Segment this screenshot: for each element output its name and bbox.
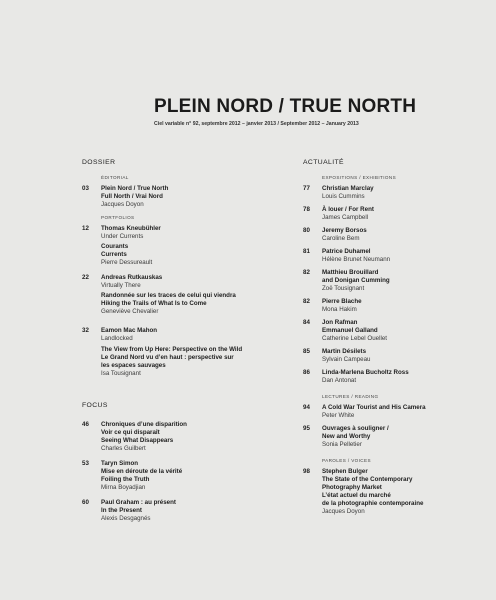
page-number: 85 [303,348,310,355]
entry-title: Chroniques d’une disparition [101,421,187,428]
entry-author: Charles Guilbert [101,445,146,452]
page-number: 81 [303,248,310,255]
entry-title: À louer / For Rent [322,206,374,213]
entry-author: Zoë Tousignant [322,285,365,292]
toc-entry[interactable] [303,269,488,293]
entry-title: Paul Graham : au présent [101,499,176,506]
entry-title: Le Grand Nord vu d’en haut : perspective sur [101,354,234,361]
entry-author: Louis Cummins [322,193,365,200]
entry-title: Taryn Simon [101,460,139,467]
entry-author: James Campbell [322,214,369,221]
toc-entry[interactable] [303,206,488,222]
entry-title: Andreas Rutkauskas [101,274,163,281]
page-number: 86 [303,369,310,376]
expositions-list [303,185,488,385]
entry-title: Ouvrages à souligner / [322,425,389,432]
entry-title: and Donigan Cumming [322,277,390,284]
subsection-portfolios: PORTFOLIOS [101,215,135,220]
entry-title: Martin Désilets [322,348,367,355]
page-number: 98 [303,468,310,475]
toc-entry[interactable] [82,460,282,492]
toc-entry[interactable] [303,248,488,264]
toc-entry[interactable] [303,227,488,243]
page-number: 94 [303,404,310,411]
entry-title: New and Worthy [322,433,371,440]
toc-entry[interactable] [82,185,282,209]
issue-subtitle: Ciel variable n° 92, septembre 2012 – janvier 2013 / September 2012 – January 2013 [154,121,359,127]
entry-title: A Cold War Tourist and His Camera [322,404,426,411]
entry-title: Voir ce qui disparaît [101,429,160,436]
toc-entry[interactable] [303,425,488,449]
toc-entry[interactable] [303,369,488,385]
page-number: 60 [82,499,89,506]
entry-title: The State of the Contemporary [322,476,413,483]
entry-subtitle: Virtually There [101,282,141,289]
page-number: 82 [303,269,310,276]
page-number: 78 [303,206,310,213]
toc-entry[interactable] [303,185,488,201]
subsection-editorial: ÉDITORIAL [101,175,129,180]
subsection-expositions: EXPOSITIONS / EXHIBITIONS [322,175,397,180]
magazine-title: PLEIN NORD / TRUE NORTH [154,96,417,117]
entry-author: Peter White [322,412,355,419]
page-number: 03 [82,185,89,192]
entry-author: Caroline Bem [322,235,360,242]
entry-author: Mirna Boyadjian [101,484,146,491]
page-number: 12 [82,225,89,232]
toc-entry[interactable] [82,225,282,267]
entry-title: In the Present [101,507,142,514]
entry-author: Sonia Pelletier [322,441,362,448]
entry-title: Randonnée sur les traces de celui qui viendra [101,292,236,299]
entry-title: Eamon Mac Mahon [101,327,158,334]
lectures-list [303,404,488,449]
page-number: 80 [303,227,310,234]
entry-title: Full North / Vrai Nord [101,193,163,200]
entry-title: Thomas Kneubühler [101,225,161,232]
entry-title: Christian Marclay [322,185,374,192]
toc-entry[interactable] [82,327,282,378]
entry-author: Mona Hakim [322,306,357,313]
paroles-list [303,468,488,516]
entry-author: Pierre Dessureault [101,259,153,266]
page-number: 82 [303,298,310,305]
entry-title: Mise en déroute de la vérité [101,468,183,475]
toc-entry[interactable] [303,468,488,516]
page-number: 95 [303,425,310,432]
right-column [303,159,488,516]
entry-title: Plein Nord / True North [101,185,169,192]
entry-title: Courants [101,243,129,250]
entry-title: Patrice Duhamel [322,248,371,255]
toc-entry[interactable] [303,348,488,364]
entry-title: Hiking the Trails of What Is to Come [101,300,207,307]
toc-entry[interactable] [303,404,488,420]
entry-title: Emmanuel Galland [322,327,378,334]
entry-author: Jacques Doyon [101,201,144,208]
entry-title: L’état actuel du marché [322,492,391,499]
entry-title: Stephen Bulger [322,468,368,475]
entry-title: de la photographie contemporaine [322,500,424,507]
entry-title: Seeing What Disappears [101,437,174,444]
entry-title: Jeremy Borsos [322,227,367,234]
entry-title: Jon Rafman [322,319,358,326]
entry-title: Photography Market [322,484,382,491]
section-heading-actualite: ACTUALITÉ [303,159,344,166]
page-number: 53 [82,460,89,467]
entry-author: Dan Antonat [322,377,357,384]
entry-author: Alexis Desgagnés [101,515,151,522]
entry-title: Currents [101,251,127,258]
entry-title: Linda-Marlena Bucholtz Ross [322,369,409,376]
page-number: 22 [82,274,89,281]
entry-author: Jacques Doyon [322,508,365,515]
subsection-paroles: PAROLES / VOICES [322,458,371,463]
toc-entry[interactable] [82,421,282,453]
entry-title: The View from Up Here: Perspective on the Wild [101,346,243,353]
entry-author: Geneviève Chevalier [101,308,159,315]
section-heading-focus: FOCUS [82,402,108,409]
toc-entry[interactable] [82,274,282,316]
section-heading-dossier: DOSSIER [82,159,116,166]
entry-author: Catherine Lebel Ouellet [322,335,388,342]
subsection-lectures: LECTURES / READING [322,394,379,399]
entry-title: Pierre Blache [322,298,362,305]
entry-subtitle: Under Currents [101,233,144,240]
entry-subtitle: Landlocked [101,335,133,342]
entry-author: Sylvain Campeau [322,356,371,363]
page-number: 77 [303,185,310,192]
page-number: 84 [303,319,310,326]
entry-title: Matthieu Brouillard [322,269,379,276]
toc-entry[interactable] [303,298,488,314]
left-column [82,159,282,523]
entry-title: les espaces sauvages [101,362,166,369]
entry-author: Isa Tousignant [101,370,141,377]
entry-title: Foiling the Truth [101,476,150,483]
toc-entry[interactable] [82,499,282,523]
page-number: 46 [82,421,89,428]
page-number: 32 [82,327,89,334]
entry-author: Hélène Brunet Neumann [322,256,391,263]
toc-entry[interactable] [303,319,488,343]
